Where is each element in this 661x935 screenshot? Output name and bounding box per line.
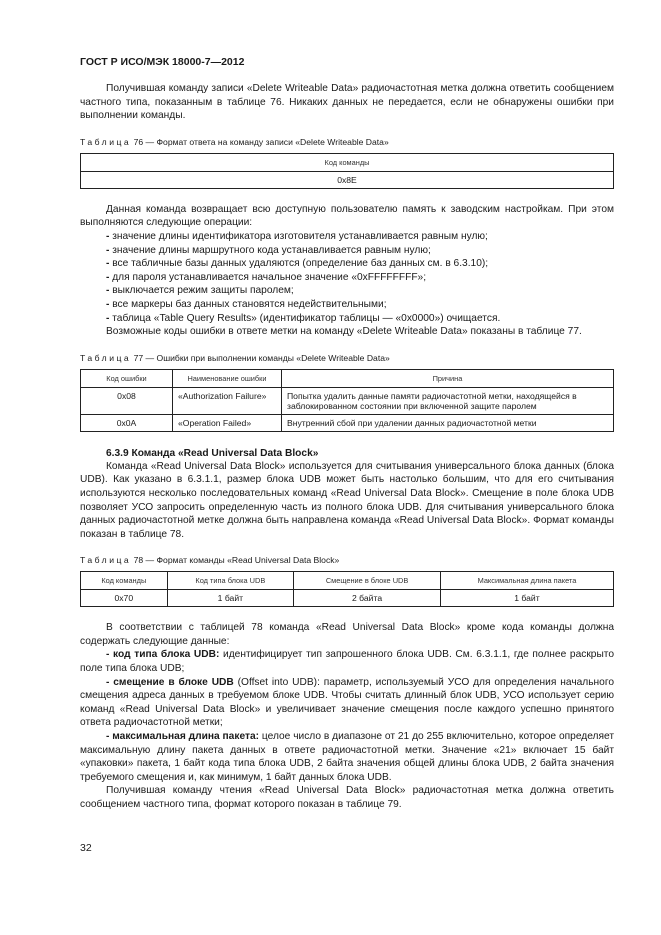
document-page: [80, 56, 614, 812]
paragraph-operations: Данная команда возвращает всю доступную пользователю память к заводским настройкам. При этом выполняются следующие операции:: [80, 203, 614, 229]
table76-value: 0x8E: [81, 171, 614, 188]
table78-header: Код типа блока UDB: [167, 572, 294, 590]
document-header: ГОСТ Р ИСО/МЭК 18000-7—2012: [80, 56, 245, 68]
list-item: - для пароля устанавливается начальное значение «0xFFFFFFFF»;: [106, 271, 614, 285]
paragraph-read-udb: Команда «Read Universal Data Block» используется для считывания универсального блока данных (блока UDB). Как указано в 6.3.1.1, размер блока UDB может быть настолько большим, что для его считывания используются несколько последовательных команд «Read Universal Data Block». Смещение в поле блока UDB позволяет УСО запросить определенную часть из полного блока UDB. Для считывания универсального блока данных радиочастотной метке должна быть направлена команда «Read Universal Data Block». Формат команды показан в таблице 78.: [80, 460, 614, 540]
paragraph-response: Получившая команду чтения «Read Universal Data Block» радиочастотная метка должна ответить сообщением частного типа, формат которого показан в таблице 79.: [80, 785, 614, 810]
table77-header: Наименование ошибки: [173, 369, 282, 387]
list-item: - значение длины идентификатора изготовителя устанавливается равным нулю;: [106, 230, 614, 244]
table77: [80, 369, 614, 432]
table77-caption: Таблица 77 — Ошибки при выполнении команды «Delete Writeable Data»: [80, 352, 390, 363]
table76-caption: Таблица 76 — Формат ответа на команду записи «Delete Writeable Data»: [80, 136, 389, 147]
list-item: - все табличные базы данных удаляются (определение баз данных см. в 6.3.10);: [106, 257, 614, 271]
section-heading: 6.3.9 Команда «Read Universal Data Block»: [106, 447, 319, 459]
table77-header: Причина: [282, 369, 614, 387]
list-item: - значение длины маршрутного кода устанавливается равным нулю;: [106, 244, 614, 258]
field-udb-type: - код типа блока UDB: идентифицирует тип запрошенного блока UDB. См. 6.3.1.1, где полнее раскрыто поле типа блока UDB;: [80, 649, 614, 675]
table78-header: Смещение в блоке UDB: [294, 572, 441, 590]
page-number: 32: [80, 842, 92, 854]
field-udb-offset: - смещение в блоке UDB (Offset into UDB): параметр, используемый УСО для определения начального смещения адреса данных в требуемом блоке UDB. Чтобы считать длинный блок UDB, УСО использует серию команд «Read Universal Data Block» и увеличивает значение смещения после каждого успешно принятого ответа радиочастотной метки;: [80, 676, 614, 729]
table78: [80, 571, 614, 607]
table78-caption: Таблица 78 — Формат команды «Read Universal Data Block»: [80, 555, 340, 566]
paragraph-error-codes: Возможные коды ошибки в ответе метки на команду «Delete Writeable Data» показаны в таблице 77.: [106, 326, 582, 338]
table77-header: Код ошибки: [81, 369, 173, 387]
table76: [80, 153, 614, 189]
intro-paragraph: Получившая команду записи «Delete Writeable Data» радиочастотная метка должна ответить сообщением частного типа, показанным в таблице 76. Никаких данных не передается, если не обнаружены ошибки при выполнении команды.: [80, 83, 614, 122]
list-item: - выключается режим защиты паролем;: [106, 284, 614, 298]
operations-list: [80, 230, 614, 325]
table-row: 0x70 1 байт 2 байта 1 байт: [81, 590, 614, 607]
table78-header: Максимальная длина пакета: [440, 572, 613, 590]
table76-header: Код команды: [81, 153, 614, 171]
list-item: - все маркеры баз данных становятся недействительными;: [106, 298, 614, 312]
field-max-packet-length: - максимальная длина пакета: целое число в диапазоне от 21 до 255 включительно, которое определяет максимальную длину пакета данных в ответе радиочастотной метки. Значение «21» включает 15 байт «упаковки» пакета, 1 байт кода типа блока UDB, 2 байта значения общей длины блока UDB, 2 байта значения требуемого смещения и, как минимум, 1 байт данных блока UDB.: [80, 731, 614, 783]
table-row: 0x0A «Operation Failed» Внутренний сбой при удалении данных радиочастотной метки: [81, 414, 614, 431]
table-row: 0x08 «Authorization Failure» Попытка удалить данные памяти радиочастотной метки, находящейся в заблокированном состоянии при включенной защите паролем: [81, 387, 614, 414]
table78-header: Код команды: [81, 572, 168, 590]
list-item: - таблица «Table Query Results» (идентификатор таблицы — «0x0000») очищается.: [106, 312, 614, 326]
paragraph-data-fields: В соответствии с таблицей 78 команда «Read Universal Data Block» кроме кода команды должна содержать следующие данные:: [80, 622, 614, 647]
